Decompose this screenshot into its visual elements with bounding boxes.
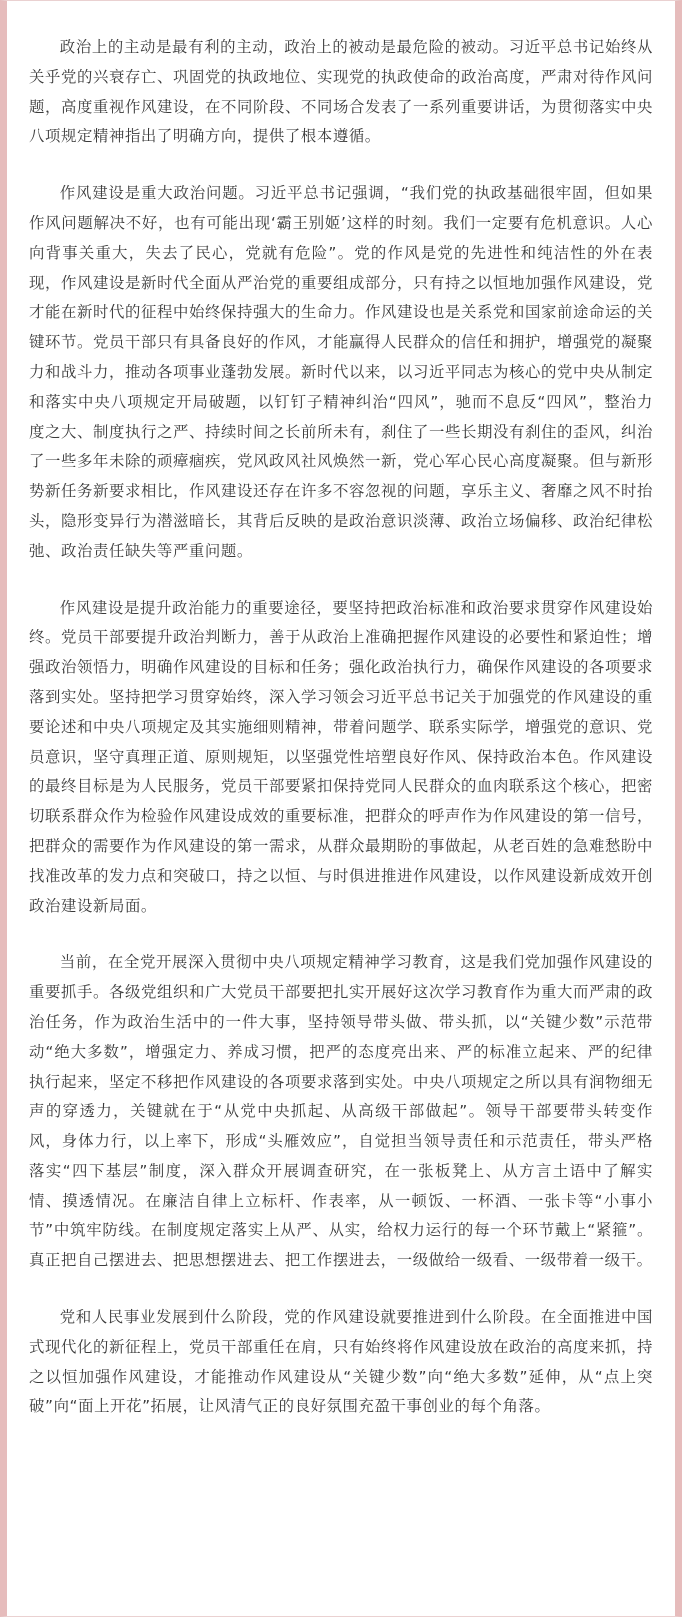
paragraph-1: 政治上的主动是最有利的主动，政治上的被动是最危险的被动。习近平总书记始终从关乎党的兴衰存亡、巩固党的执政地位、实现党的执政使命的政治高度，严肃对待作风问题，高度重视作风建设，在不同阶段、不同场合发表了一系列重要讲话，为贯彻落实中央八项规定精神指出了明确方向，提供了根本遵循。	[29, 38, 653, 146]
article-body	[29, 33, 653, 1449]
paragraph-4: 当前，在全党开展深入贯彻中央八项规定精神学习教育，这是我们党加强作风建设的重要抓手。各级党组织和广大党员干部要把扎实开展好这次学习教育作为重大而严肃的政治任务，作为政治生活中的一件大事，坚持领导带头做、带头抓，以“关键少数”示范带动“绝大多数”，增强定力、养成习惯，把严的态度亮出来、严的标准立起来、严的纪律执行起来，坚定不移把作风建设的各项要求落到实处。中央八项规定之所以具有润物细无声的穿透力，关键就在于“从党中央抓起、从高级干部做起”。领导干部要带头转变作风，身体力行，以上率下，形成“头雁效应”，自觉担当领导责任和示范责任，带头严格落实“四下基层”制度，深入群众开展调查研究，在一张板凳上、从方言土语中了解实情、摸透情况。在廉洁自律上立标杆、作表率，从一顿饭、一杯酒、一张卡等“小事小节”中筑牢防线。在制度规定落实上从严、从实，给权力运行的每一个环节戴上“紧箍”。真正把自己摆进去、把思想摆进去、把工作摆进去，一级做给一级看、一级带着一级干。	[29, 953, 653, 1270]
paragraph-3: 作风建设是提升政治能力的重要途径，要坚持把政治标准和政治要求贯穿作风建设始终。党员干部要提升政治判断力，善于从政治上准确把握作风建设的必要性和紧迫性；增强政治领悟力，明确作风建设的目标和任务；强化政治执行力，确保作风建设的各项要求落到实处。坚持把学习贯穿始终，深入学习领会习近平总书记关于加强党的作风建设的重要论述和中央八项规定及其实施细则精神，带着问题学、联系实际学，增强党的意识、党员意识，坚守真理正道、原则规矩，以坚强党性培塑良好作风、保持政治本色。作风建设的最终目标是为人民服务，党员干部要紧扣保持党同人民群众的血肉联系这个核心，把密切联系群众作为检验作风建设成效的重要标准，把群众的呼声作为作风建设的第一信号，把群众的需要作为作风建设的第一需求，从群众最期盼的事做起，从老百姓的急难愁盼中找准改革的发力点和突破口，持之以恒、与时俱进推进作风建设，以作风建设新成效开创政治建设新局面。	[29, 598, 653, 915]
paragraph-5: 党和人民事业发展到什么阶段，党的作风建设就要推进到什么阶段。在全面推进中国式现代化的新征程上，党员干部重任在肩，只有始终将作风建设放在政治的高度来抓，持之以恒加强作风建设，才能推动作风建设从“关键少数”向“绝大多数”延伸，从“点上突破”向“面上开花”拓展，让风清气正的良好氛围充盈干事创业的每个角落。	[29, 1308, 653, 1416]
paragraph-2: 作风建设是重大政治问题。习近平总书记强调，“我们党的执政基础很牢固，但如果作风问题解决不好，也有可能出现‘霸王别姬’这样的时刻。我们一定要有危机意识。人心向背事关重大，失去了民心，党就有危险”。党的作风是党的先进性和纯洁性的外在表现，作风建设是新时代全面从严治党的重要组成部分，只有持之以恒地加强作风建设，党才能在新时代的征程中始终保持强大的生命力。作风建设也是关系党和国家前途命运的关键环节。党员干部只有具备良好的作风，才能赢得人民群众的信任和拥护，增强党的凝聚力和战斗力，推动各项事业蓬勃发展。新时代以来，以习近平同志为核心的党中央从制定和落实中央八项规定开局破题，以钉钉子精神纠治“四风”，驰而不息反“四风”，整治力度之大、制度执行之严、持续时间之长前所未有，刹住了一些长期没有刹住的歪风，纠治了一些多年未除的顽瘴痼疾，党风政风社风焕然一新，党心军心民心高度凝聚。但与新形势新任务新要求相比，作风建设还存在许多不容忽视的问题，享乐主义、奢靡之风不时抬头，隐形变异行为潜滋暗长，其背后反映的是政治意识淡薄、政治立场偏移、政治纪律松弛、政治责任缺失等严重问题。	[29, 184, 653, 560]
